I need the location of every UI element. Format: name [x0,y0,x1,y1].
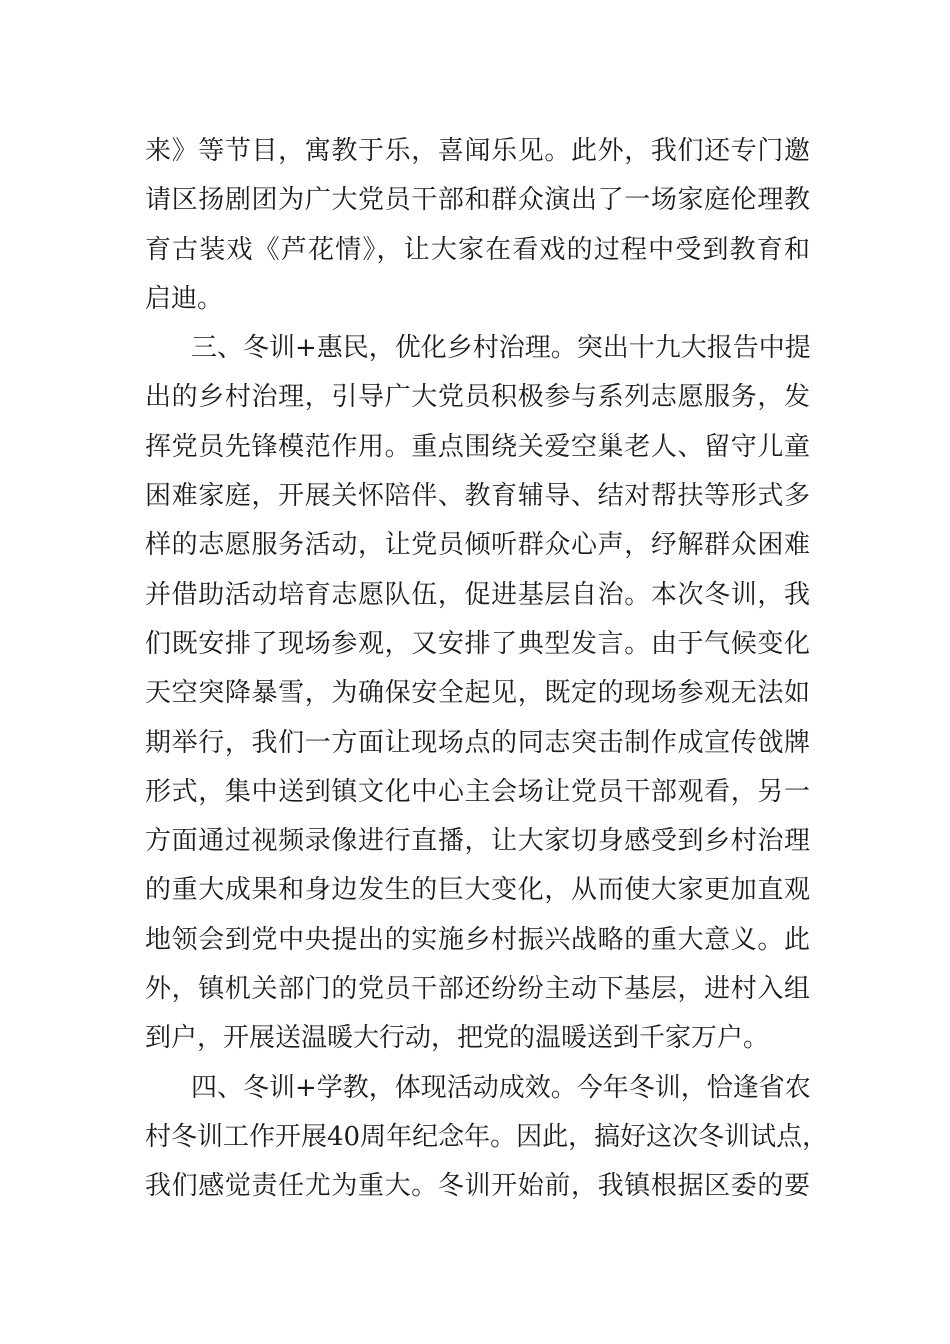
paragraph-2 [145,324,810,1063]
paragraph-1 [145,127,810,324]
text-line: 来》等节目，寓教于乐，喜闻乐见。此外，我们还专门邀 [145,136,810,166]
text-line: 请区扬剧团为广大党员干部和群众演出了一场家庭伦理教 [145,185,810,216]
paragraph-3 [145,1064,829,1212]
text-line: 的重大成果和身边发生的巨大变化，从而使大家更加直观 [145,875,810,906]
text-line: 到户，开展送温暖大行动，把党的温暖送到千家万户。 [145,1023,770,1054]
text-line: 形式，集中送到镇文化中心主会场让党员干部观看，另一 [145,776,810,807]
text-line: 样的志愿服务活动，让党员倾听群众心声，纾解群众困难 [145,530,810,561]
text-line: 困难家庭，开展关怀陪伴、教育辅导、结对帮扶等形式多 [145,481,810,512]
text-line: 天空突降暴雪，为确保安全起见，既定的现场参观无法如 [145,678,810,709]
text-line: 启迪。 [145,283,224,314]
text-line: 期举行，我们一方面让现场点的同志突击制作成宣传戗牌 [145,727,810,758]
text-line: 三、冬训+惠民，优化乡村治理。突出十九大报告中提 [191,333,811,364]
text-line: 我们感觉责任尤为重大。冬训开始前，我镇根据区委的要 [145,1171,810,1202]
text-line: 外，镇机关部门的党员干部还纷纷主动下基层，进村入组 [145,974,810,1005]
text-line: 地领会到党中央提出的实施乡村振兴战略的重大意义。此 [145,924,810,955]
text-line: 们既安排了现场参观，又安排了典型发言。由于气候变化 [145,628,810,659]
text-line: 育古装戏《芦花情》，让大家在看戏的过程中受到教育和 [145,234,810,265]
text-line: 出的乡村治理，引导广大党员积极参与系列志愿服务，发 [145,382,810,413]
text-line: 村冬训工作开展40周年纪念年。因此，搞好这次冬训试点， [145,1121,829,1152]
document-body [145,127,829,1212]
text-line: 四、冬训+学教，体现活动成效。今年冬训，恰逢省农 [191,1072,811,1103]
text-line: 挥党员先锋模范作用。重点围绕关爱空巢老人、留守儿童 [145,431,810,462]
text-line: 并借助活动培育志愿队伍，促进基层自治。本次冬训，我 [145,579,810,610]
text-line: 方面通过视频录像进行直播，让大家切身感受到乡村治理 [145,826,810,857]
